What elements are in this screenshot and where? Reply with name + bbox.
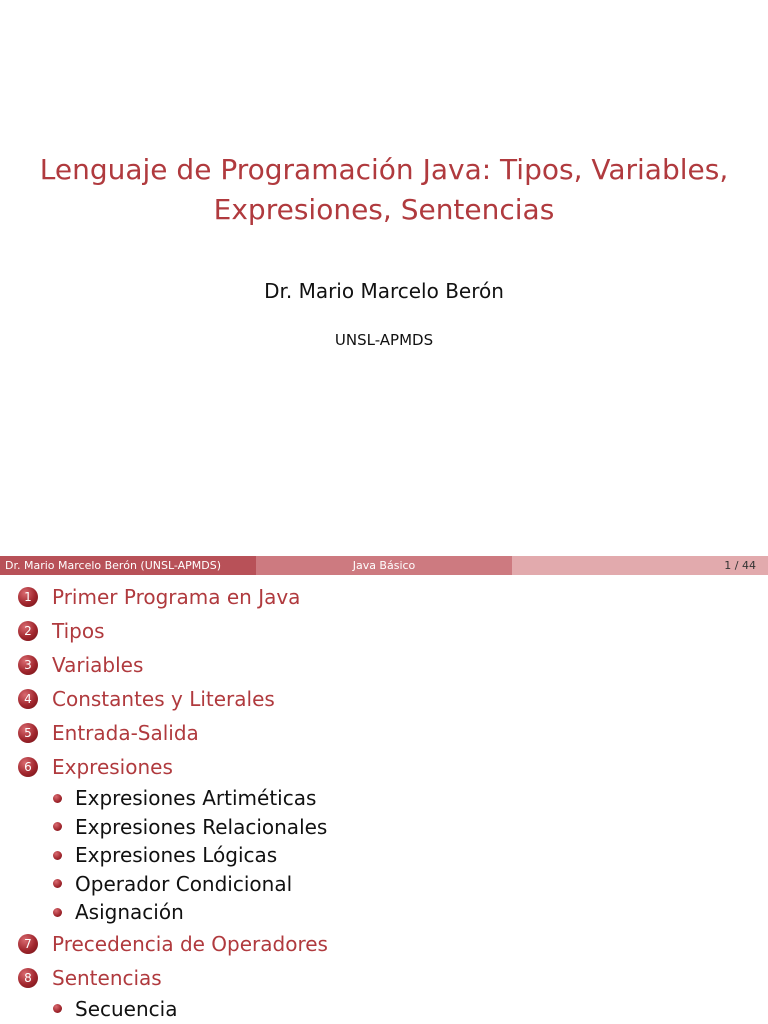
toc-section[interactable] <box>0 682 768 716</box>
section-label: Constantes y Literales <box>52 687 275 711</box>
subsection-label: Expresiones Artiméticas <box>75 786 317 811</box>
section-number-icon: 6 <box>18 757 38 777</box>
toc-section[interactable] <box>0 648 768 682</box>
toc-subsection[interactable] <box>0 995 768 1024</box>
bullet-icon <box>53 908 62 917</box>
bullet-icon <box>53 794 62 803</box>
presentation-title <box>0 150 768 230</box>
bullet-icon <box>53 1004 62 1013</box>
institution: UNSL-APMDS <box>334 331 434 349</box>
toc-subsection[interactable] <box>0 813 768 842</box>
toc-section[interactable] <box>0 927 768 961</box>
section-label: Sentencias <box>52 965 162 990</box>
toc-section[interactable] <box>0 750 768 784</box>
section-label: Expresiones <box>52 755 173 779</box>
footer-author: Dr. Mario Marcelo Berón (UNSL-APMDS) <box>0 556 256 575</box>
footer-title: Java Básico <box>256 556 512 575</box>
footer-page-number: 1 / 44 <box>512 556 768 575</box>
section-number-icon: 1 <box>18 587 38 607</box>
section-number-icon: 5 <box>18 723 38 743</box>
toc-section[interactable] <box>0 961 768 995</box>
subsection-label: Expresiones Relacionales <box>75 814 328 839</box>
toc-section[interactable] <box>0 614 768 648</box>
toc-subsection[interactable] <box>0 898 768 927</box>
section-number-icon: 4 <box>18 689 38 709</box>
section-label: Precedencia de Operadores <box>52 931 328 956</box>
section-label: Tipos <box>52 619 105 643</box>
toc-subsection[interactable] <box>0 784 768 813</box>
subsection-label: Asignación <box>75 900 184 925</box>
bullet-icon <box>53 851 62 860</box>
section-number-icon: 3 <box>18 655 38 675</box>
title-line-2: Expresiones, Sentencias <box>213 193 555 226</box>
section-label: Primer Programa en Java <box>52 585 301 609</box>
toc-section[interactable] <box>0 716 768 750</box>
section-number-icon: 8 <box>18 968 38 988</box>
title-line-1: Lenguaje de Programación Java: Tipos, Variables, <box>39 153 729 186</box>
subsection-label: Expresiones Lógicas <box>75 843 278 868</box>
table-of-contents <box>0 580 768 1023</box>
bullet-icon <box>53 822 62 831</box>
toc-section[interactable] <box>0 580 768 614</box>
section-number-icon: 7 <box>18 934 38 954</box>
section-label: Entrada-Salida <box>52 721 199 745</box>
section-label: Variables <box>52 653 144 677</box>
subsection-label: Secuencia <box>75 996 178 1021</box>
toc-subsection[interactable] <box>0 841 768 870</box>
section-number-icon: 2 <box>18 621 38 641</box>
slide-footer <box>0 556 768 575</box>
toc-subsection[interactable] <box>0 870 768 899</box>
author-name: Dr. Mario Marcelo Berón <box>264 279 504 303</box>
subsection-label: Operador Condicional <box>75 871 293 896</box>
bullet-icon <box>53 879 62 888</box>
